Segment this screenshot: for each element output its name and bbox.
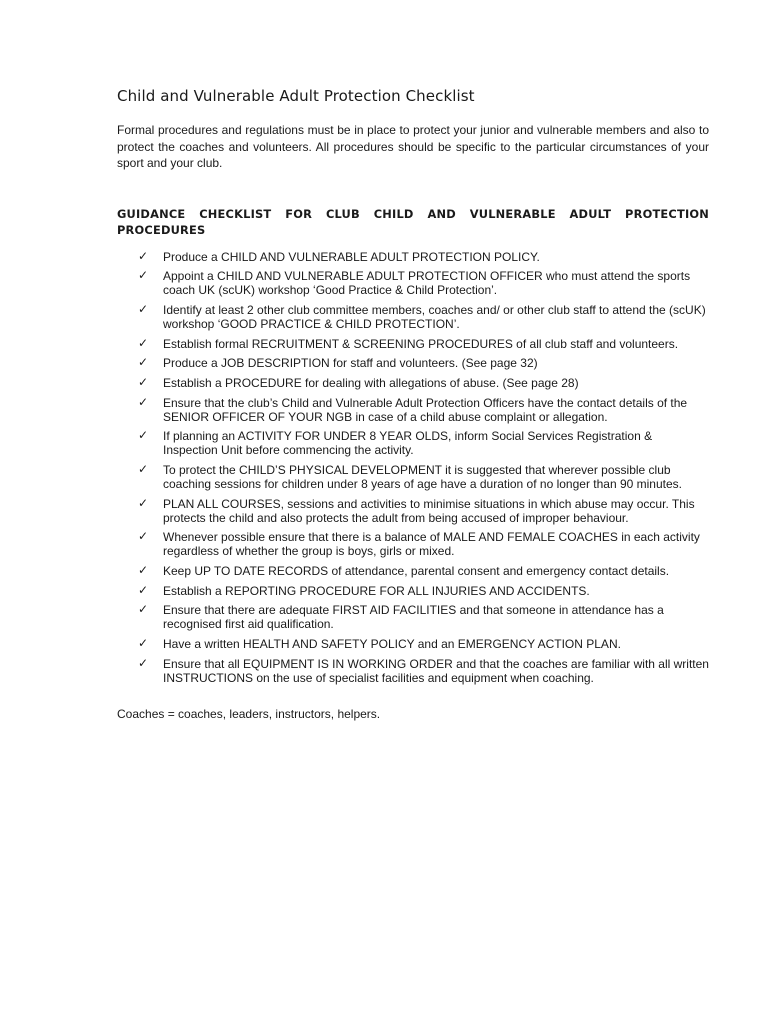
checkmark-icon: ✓ bbox=[138, 636, 149, 651]
checklist-item bbox=[117, 429, 709, 457]
checklist-item bbox=[117, 250, 709, 264]
section-heading: GUIDANCE CHECKLIST FOR CLUB CHILD AND VULNERABLE ADULT PROTECTION PROCEDURES bbox=[117, 206, 709, 237]
checklist-item-text: Produce a CHILD AND VULNERABLE ADULT PROTECTION POLICY. bbox=[163, 249, 540, 264]
checkmark-icon: ✓ bbox=[138, 602, 149, 617]
checkmark-icon: ✓ bbox=[138, 248, 149, 263]
checkmark-icon: ✓ bbox=[138, 428, 149, 443]
checklist-item-text: Keep UP TO DATE RECORDS of attendance, parental consent and emergency contact details. bbox=[163, 564, 670, 579]
checklist-item bbox=[117, 584, 709, 598]
checklist-item bbox=[117, 564, 709, 578]
checklist-item-text: To protect the CHILD’S PHYSICAL DEVELOPMENT it is suggested that wherever possible club coaching sessions for children under 8 years of age have a duration of no longer than 90 minutes. bbox=[163, 463, 682, 491]
coaches-footnote: Coaches = coaches, leaders, instructors, helpers. bbox=[117, 706, 381, 721]
document-title: Child and Vulnerable Adult Protection Checklist bbox=[117, 87, 475, 105]
checklist-item bbox=[117, 356, 709, 370]
checklist-item bbox=[117, 303, 709, 331]
checkmark-icon: ✓ bbox=[138, 301, 149, 316]
checklist-item bbox=[117, 396, 709, 424]
document-page bbox=[117, 86, 709, 721]
checklist-item-text: Appoint a CHILD AND VULNERABLE ADULT PROTECTION OFFICER who must attend the sports coach UK (scUK) workshop ‘Good Practice & Child Protection’. bbox=[163, 269, 691, 298]
checklist-item-text: Establish a REPORTING PROCEDURE FOR ALL INJURIES AND ACCIDENTS. bbox=[163, 583, 590, 598]
intro-paragraph: Formal procedures and regulations must be in place to protect your junior and vulnerable members and also to protect the coaches and volunteers. All procedures should be specific to the particular circumstances of your sport and your club. bbox=[117, 123, 709, 170]
checkmark-icon: ✓ bbox=[138, 374, 149, 389]
checklist-item bbox=[117, 497, 709, 525]
checklist-item-text: PLAN ALL COURSES, sessions and activities to minimise situations in which abuse may occur. This protects the child and also protects the adult from being accused of improper behaviour. bbox=[163, 496, 695, 525]
checklist-item-text: Identify at least 2 other club committee members, coaches and/ or other club staff to attend the (scUK) workshop ‘GOOD PRACTICE & CHILD PROTECTION’. bbox=[163, 302, 706, 331]
checklist-item bbox=[117, 376, 709, 390]
checklist-item bbox=[117, 463, 709, 491]
checkmark-icon: ✓ bbox=[138, 268, 149, 283]
checklist-item-text: Produce a JOB DESCRIPTION for staff and volunteers. (See page 32) bbox=[163, 356, 538, 371]
checkmark-icon: ✓ bbox=[138, 355, 149, 370]
checkmark-icon: ✓ bbox=[138, 529, 149, 544]
checklist-item-text: Establish a PROCEDURE for dealing with allegations of abuse. (See page 28) bbox=[163, 375, 579, 390]
checklist-item-text: Ensure that there are adequate FIRST AID FACILITIES and that someone in attendance has a recognised first aid qualification. bbox=[163, 603, 664, 632]
checkmark-icon: ✓ bbox=[138, 394, 149, 409]
checklist-item-text: Ensure that all EQUIPMENT IS IN WORKING ORDER and that the coaches are familiar with all written INSTRUCTIONS on the use of specialist facilities and equipment when coaching. bbox=[163, 656, 709, 685]
checkmark-icon: ✓ bbox=[138, 655, 149, 670]
checkmark-icon: ✓ bbox=[138, 462, 149, 476]
checklist-item-text: Ensure that the club’s Child and Vulnerable Adult Protection Officers have the contact details of the SENIOR OFFICER OF YOUR NGB in case of a child abuse complaint or allegation. bbox=[163, 395, 688, 424]
checklist-item bbox=[117, 269, 709, 297]
checkmark-icon: ✓ bbox=[138, 582, 149, 597]
checklist-item bbox=[117, 337, 709, 351]
checklist-item bbox=[117, 530, 709, 558]
checklist-item bbox=[117, 637, 709, 651]
checklist-item-text: Establish formal RECRUITMENT & SCREENING PROCEDURES of all club staff and volunteers. bbox=[163, 336, 679, 351]
checklist-item-text: If planning an ACTIVITY FOR UNDER 8 YEAR OLDS, inform Social Services Registration & Inspection Unit before commencing the activity. bbox=[163, 429, 653, 458]
checklist-item-text: Have a written HEALTH AND SAFETY POLICY and an EMERGENCY ACTION PLAN. bbox=[163, 637, 621, 652]
checkmark-icon: ✓ bbox=[138, 495, 149, 510]
checklist-item bbox=[117, 657, 709, 685]
checkmark-icon: ✓ bbox=[138, 335, 149, 350]
guidance-checklist bbox=[117, 250, 709, 685]
checkmark-icon: ✓ bbox=[138, 563, 149, 578]
checklist-item-text: Whenever possible ensure that there is a balance of MALE AND FEMALE COACHES in each activity regardless of whether the group is boys, girls or mixed. bbox=[163, 530, 700, 559]
checklist-item bbox=[117, 603, 709, 631]
